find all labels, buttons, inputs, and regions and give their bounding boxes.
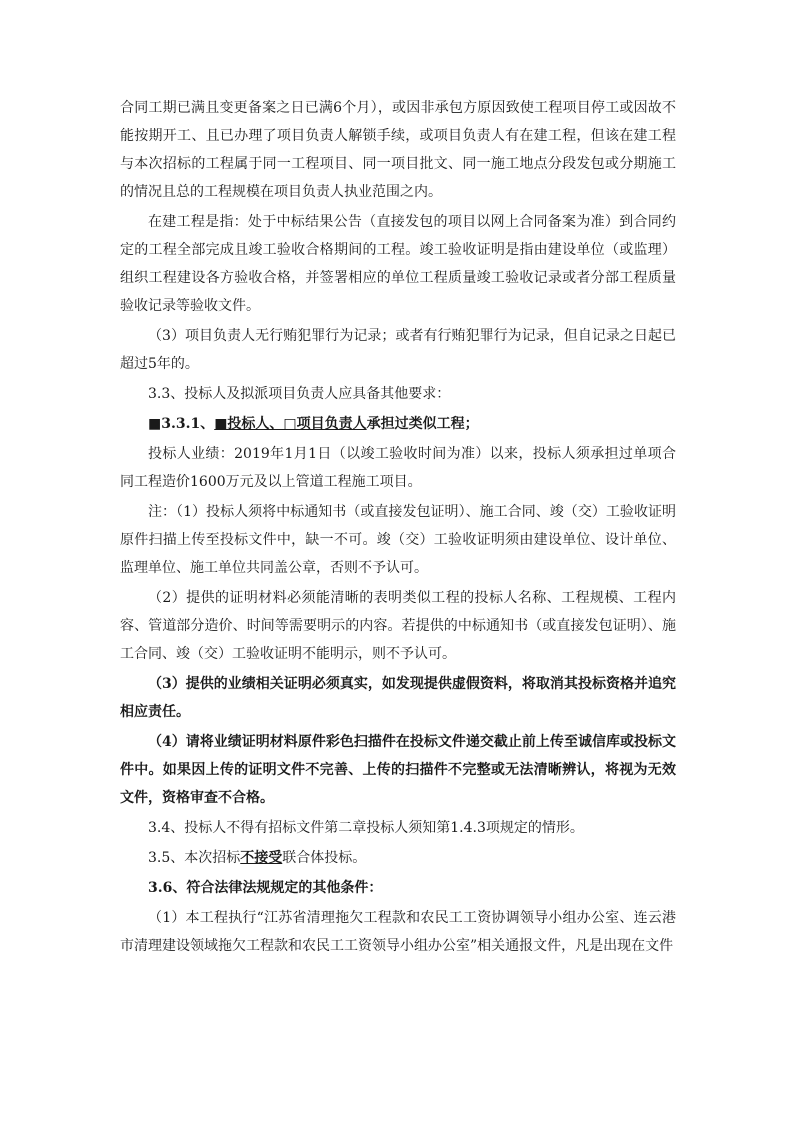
section-heading: 3.6、符合法律法规规定的其他条件： bbox=[148, 880, 383, 896]
paragraph-text: 联合体投标。 bbox=[282, 850, 367, 866]
paragraph-text: 3.5、本次招标 bbox=[148, 850, 241, 866]
section-heading: 3.3、投标人及拟派项目负责人应具备其他要求： bbox=[148, 386, 451, 402]
paragraph: 3.4、投标人不得有招标文件第二章投标人须知第1.4.3项规定的情形。 bbox=[148, 820, 584, 836]
paragraph-bold: （3）提供的业绩相关证明必须真实，如发现提供虚假资料，将取消其投标资格并追究相应责任。 bbox=[120, 676, 676, 720]
document-page bbox=[120, 94, 676, 960]
paragraph: 投标人业绩：2019年1月1日（以竣工验收时间为准）以来，投标人须承担过单项合同工程造价1600万元及以上管道工程施工项目。 bbox=[120, 446, 676, 490]
paragraph: （2）提供的证明材料必须能清晰的表明类似工程的投标人名称、工程规模、工程内容、管道部分造价、时间等需要明示的内容。若提供的中标通知书（或直接发包证明）、施工合同、竣（交）工验收证明不能明示，则不予认可。 bbox=[120, 590, 676, 662]
subsection-heading-text: 承担过类似工程； bbox=[366, 416, 479, 432]
emphasis-text: 不接受 bbox=[240, 850, 283, 866]
paragraph: （3）项目负责人无行贿犯罪行为记录；或者有行贿犯罪行为记录，但自记录之日起已超过5年的。 bbox=[120, 328, 676, 372]
paragraph: 注：（1）投标人须将中标通知书（或直接发包证明）、施工合同、竣（交）工验收证明原件扫描上传至投标文件中，缺一不可。竣（交）工验收证明须由建设单位、设计单位、监理单位、施工单位共同盖公章，否则不予认可。 bbox=[120, 504, 676, 576]
checkbox-checked-label: ■3.3.1、 bbox=[148, 416, 215, 432]
paragraph: （1）本工程执行“江苏省清理拖欠工程款和农民工工资协调领导小组办公室、连云港市清理建设领域拖欠工程款和农民工工资领导小组办公室”相关通报文件，凡是出现在文件 bbox=[120, 910, 676, 954]
subsection-heading bbox=[120, 410, 676, 438]
paragraph: 在建工程是指：处于中标结果公告（直接发包的项目以网上合同备案为准）到合同约定的工程全部完成且竣工验收合格期间的工程。竣工验收证明是指由建设单位（或监理）组织工程建设各方验收合格，并签署相应的单位工程质量竣工验收记录或者分部工程质量验收记录等验收文件。 bbox=[120, 214, 676, 314]
paragraph-bold: （4）请将业绩证明材料原件彩色扫描件在投标文件递交截止前上传至诚信库或投标文件中。如果因上传的证明文件不完善、上传的扫描件不完整或无法清晰辨认，将视为无效文件，资格审查不合格。 bbox=[120, 734, 676, 806]
paragraph: 合同工期已满且变更备案之日已满6个月），或因非承包方原因致使工程项目停工或因故不能按期开工、且已办理了项目负责人解锁手续，或项目负责人有在建工程，但该在建工程与本次招标的工程属于同一工程项目、同一项目批文、同一施工地点分段发包或分期施工的情况且总的工程规模在项目负责人执业范围之内。 bbox=[120, 100, 676, 200]
checkbox-options-label: ■投标人、□项目负责人 bbox=[214, 416, 367, 432]
paragraph bbox=[120, 844, 676, 872]
